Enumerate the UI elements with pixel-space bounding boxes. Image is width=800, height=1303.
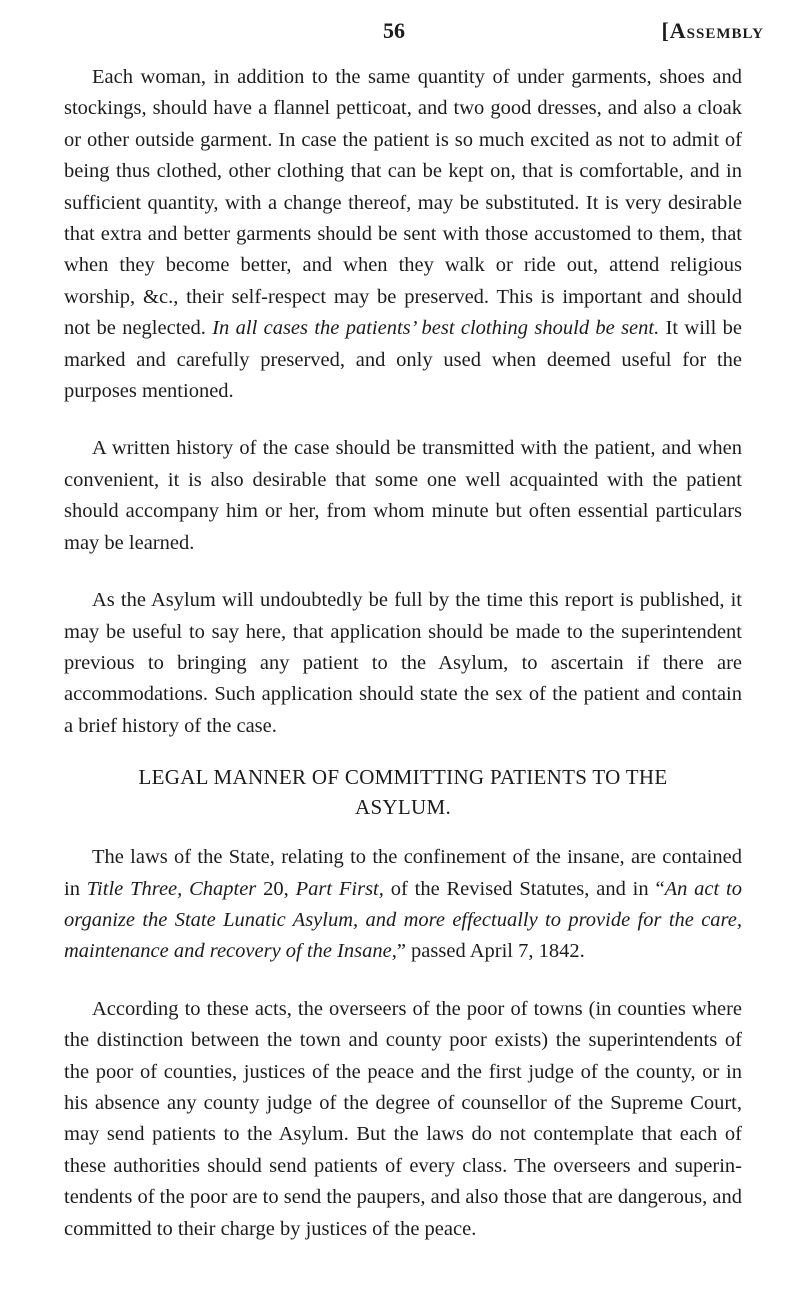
paragraph-text: 20, (256, 877, 296, 900)
italic-title: Title Three, Chapter (86, 877, 257, 900)
italic-emphasis: In all cases the patients’ best clothing should be sent. (212, 317, 660, 340)
running-head: [Assembly (661, 18, 764, 43)
paragraph-overseers: According to these acts, the overseers of the poor of towns (in counties where the distinction between the town and county poor exists) the superintendents of the poor of counties, justices of the peace and the first judge of the county, or in his absence any county judge of the degree of counsellor of the Supreme Court, may send patients to the Asylum. But the laws do not contemplate that each of these authorities should send patients of every class. The overseers and superintendents of the poor are to send the paupers, and also those that are dangerous, and committed to their charge by justices of the peace. (64, 997, 742, 1240)
paragraph-text: of the Revised Statutes, and in “ (383, 877, 665, 900)
paragraph-text: Each woman, in addition to the same quantity of under garments, shoes and stockings, should have a flannel petticoat, and two good dresses, and also a cloak or other outside garment. In case the patient is so much excited as not to admit of being thus clothed, other clothing that can be kept on, that is comfortable, and in sufficient quantity, with a change thereof, may be substituted. It is very desirable that extra and better garments should be sent with those accustomed to them, that when they become better, and when they walk or ride out, attend religious worship, &c., their self-respect may be preserved. This is important and should not be neglected. (64, 66, 742, 340)
paragraph-text: The laws of the State, relating to the confinement of the insane, are contained in (64, 846, 742, 900)
italic-part: Part First, (295, 877, 384, 900)
paragraph-clothing-women (64, 62, 742, 407)
section-heading-line1: LEGAL MANNER OF COMMITTING PATIENTS TO THE (138, 765, 668, 790)
paragraph-written-history: A written history of the case should be transmitted with the patient, and when convenient, it is also desirable that some one well acquainted with the patient should accompany him or her, from whom minute but often essential particulars may be learned. (64, 437, 742, 554)
italic-act-title: An act to organize the State Lunatic Asylum, and more effectually to provide for the care, maintenance and recovery of the Insane, (64, 877, 742, 963)
paragraph-text: It will be marked and carefully preserved, and only used when deemed useful for the purposes mentioned. (64, 317, 742, 403)
page-number: 56 (383, 18, 405, 43)
paragraph-text: ” passed April 7, 1842. (396, 940, 585, 963)
paragraph-laws (64, 842, 742, 968)
section-heading-line2: ASYLUM. (354, 795, 452, 820)
body-text (64, 62, 742, 1245)
section-heading (64, 762, 742, 822)
page-header (0, 18, 800, 54)
paragraph-application: As the Asylum will undoubtedly be full by the time this report is published, it may be useful to say here, that application should be made to the superintendent previous to bringing any patient to the Asylum, to ascertain if there are accommodations. Such application should state the sex of the patient and contain a brief history of the case. (64, 589, 742, 737)
